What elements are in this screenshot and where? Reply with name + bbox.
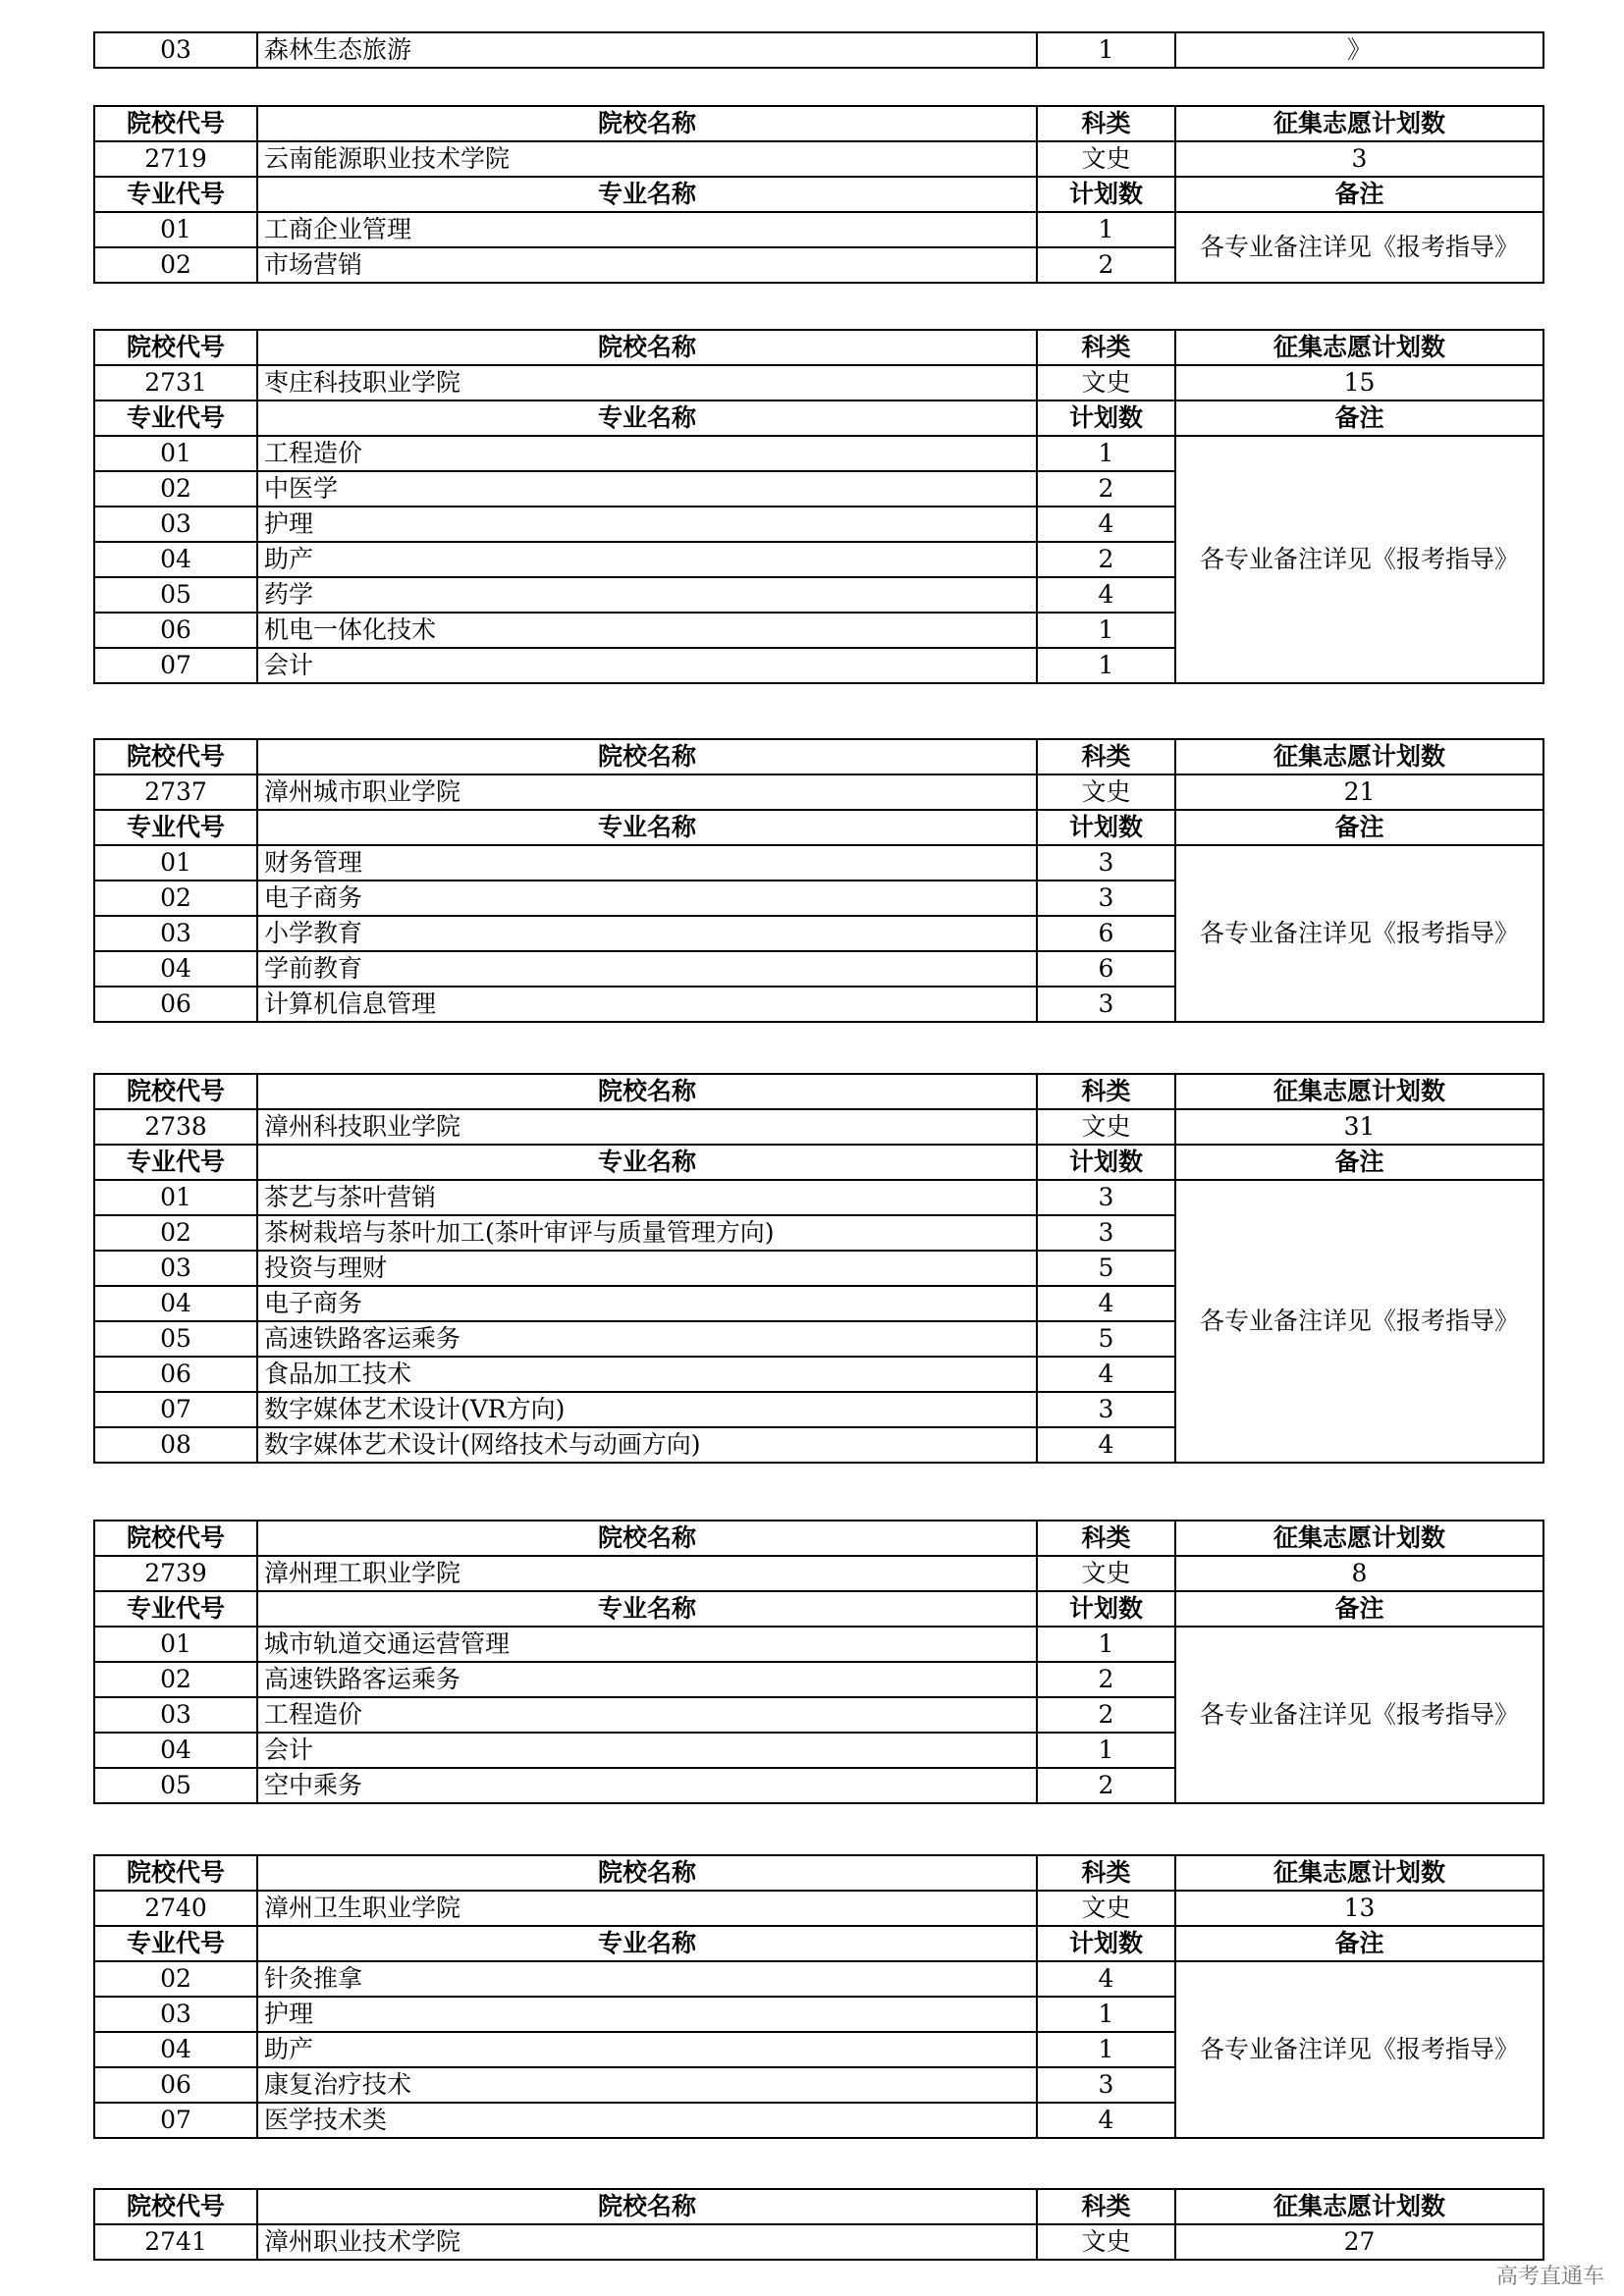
major-plan-count: 2 [1037, 1697, 1175, 1733]
major-plan-count: 1 [1037, 1997, 1175, 2032]
major-row [94, 1627, 1543, 1662]
major-code: 02 [94, 1215, 257, 1251]
major-plan-count: 4 [1037, 577, 1175, 613]
major-plan-count: 2 [1037, 1768, 1175, 1803]
major-name: 茶树栽培与茶叶加工(茶叶审评与质量管理方向) [257, 1215, 1037, 1251]
remark-header: 备注 [1175, 177, 1543, 212]
school-header-row [94, 1855, 1543, 1891]
major-remark: 》 [1175, 32, 1543, 68]
major-code: 03 [94, 916, 257, 951]
major-code: 05 [94, 1321, 257, 1357]
fragment-table [93, 31, 1544, 69]
school-code-header: 院校代号 [94, 1855, 257, 1891]
major-name: 药学 [257, 577, 1037, 613]
major-plan-count: 1 [1037, 613, 1175, 648]
school-code-header: 院校代号 [94, 1074, 257, 1109]
school-name-header: 院校名称 [257, 106, 1037, 141]
major-code-header: 专业代号 [94, 1145, 257, 1180]
school-code-header: 院校代号 [94, 1521, 257, 1556]
major-plan-count: 3 [1037, 845, 1175, 881]
school-plan-total: 3 [1175, 141, 1543, 177]
school-table [93, 738, 1544, 1023]
major-code: 02 [94, 881, 257, 916]
plan-total-header: 征集志愿计划数 [1175, 739, 1543, 774]
major-name: 康复治疗技术 [257, 2067, 1037, 2103]
major-header-row [94, 400, 1543, 436]
major-code: 02 [94, 1961, 257, 1997]
major-plan-count: 2 [1037, 247, 1175, 283]
major-code: 06 [94, 1357, 257, 1392]
major-name: 护理 [257, 1997, 1037, 2032]
major-code: 04 [94, 542, 257, 577]
school-header-row [94, 739, 1543, 774]
major-code: 04 [94, 951, 257, 987]
major-name: 机电一体化技术 [257, 613, 1037, 648]
major-name: 计算机信息管理 [257, 987, 1037, 1022]
major-plan-count: 5 [1037, 1321, 1175, 1357]
major-name: 财务管理 [257, 845, 1037, 881]
school-plan-total: 8 [1175, 1556, 1543, 1591]
category-header: 科类 [1037, 1074, 1175, 1109]
major-code: 01 [94, 1180, 257, 1215]
major-code: 06 [94, 987, 257, 1022]
major-plan-count: 3 [1037, 2067, 1175, 2103]
major-name: 助产 [257, 542, 1037, 577]
major-code: 06 [94, 2067, 257, 2103]
major-plan-count: 1 [1037, 436, 1175, 471]
major-remark: 各专业备注详见《报考指导》 [1175, 212, 1543, 283]
major-name-header: 专业名称 [257, 400, 1037, 436]
major-header-row [94, 1926, 1543, 1961]
major-plan-count: 5 [1037, 1251, 1175, 1286]
school-table [93, 329, 1544, 684]
school-plan-total: 27 [1175, 2224, 1543, 2260]
major-plan-count: 4 [1037, 1961, 1175, 1997]
school-name-header: 院校名称 [257, 739, 1037, 774]
school-name: 漳州理工职业学院 [257, 1556, 1037, 1591]
major-header-row [94, 1591, 1543, 1627]
major-name: 森林生态旅游 [257, 32, 1037, 68]
category-header: 科类 [1037, 739, 1175, 774]
major-plan-count: 3 [1037, 1392, 1175, 1427]
major-remark: 各专业备注详见《报考指导》 [1175, 1961, 1543, 2138]
school-header-row [94, 106, 1543, 141]
plan-total-header: 征集志愿计划数 [1175, 1855, 1543, 1891]
major-name: 小学教育 [257, 916, 1037, 951]
school-header-row [94, 330, 1543, 365]
major-name: 市场营销 [257, 247, 1037, 283]
major-plan-count: 3 [1037, 881, 1175, 916]
major-code: 02 [94, 1662, 257, 1697]
major-name: 会计 [257, 1733, 1037, 1768]
major-name: 空中乘务 [257, 1768, 1037, 1803]
major-name: 助产 [257, 2032, 1037, 2067]
major-code: 04 [94, 1733, 257, 1768]
major-plan-count: 6 [1037, 916, 1175, 951]
major-code: 03 [94, 1997, 257, 2032]
school-name: 枣庄科技职业学院 [257, 365, 1037, 400]
major-row [94, 1961, 1543, 1997]
category-header: 科类 [1037, 1521, 1175, 1556]
major-code: 02 [94, 471, 257, 507]
plan-count-header: 计划数 [1037, 1591, 1175, 1627]
remark-header: 备注 [1175, 810, 1543, 845]
major-code: 06 [94, 613, 257, 648]
major-remark: 各专业备注详见《报考指导》 [1175, 1627, 1543, 1803]
major-name-header: 专业名称 [257, 1145, 1037, 1180]
major-name: 电子商务 [257, 881, 1037, 916]
major-code: 07 [94, 1392, 257, 1427]
major-code: 07 [94, 648, 257, 683]
remark-header: 备注 [1175, 1591, 1543, 1627]
school-plan-total: 13 [1175, 1891, 1543, 1926]
school-code: 2740 [94, 1891, 257, 1926]
school-info-row [94, 1109, 1543, 1145]
major-plan-count: 3 [1037, 987, 1175, 1022]
major-name: 城市轨道交通运营管理 [257, 1627, 1037, 1662]
school-category: 文史 [1037, 774, 1175, 810]
school-header-row [94, 2189, 1543, 2224]
major-row [94, 845, 1543, 881]
school-name-header: 院校名称 [257, 1521, 1037, 1556]
major-plan-count: 1 [1037, 32, 1175, 68]
major-code: 05 [94, 577, 257, 613]
plan-total-header: 征集志愿计划数 [1175, 330, 1543, 365]
major-name: 针灸推拿 [257, 1961, 1037, 1997]
school-code: 2739 [94, 1556, 257, 1591]
plan-count-header: 计划数 [1037, 1145, 1175, 1180]
school-name: 漳州职业技术学院 [257, 2224, 1037, 2260]
major-name: 高速铁路客运乘务 [257, 1321, 1037, 1357]
school-category: 文史 [1037, 365, 1175, 400]
school-category: 文史 [1037, 2224, 1175, 2260]
major-name-header: 专业名称 [257, 1591, 1037, 1627]
school-name-header: 院校名称 [257, 1074, 1037, 1109]
school-plan-total: 31 [1175, 1109, 1543, 1145]
school-code-header: 院校代号 [94, 106, 257, 141]
school-category: 文史 [1037, 1891, 1175, 1926]
major-plan-count: 1 [1037, 2032, 1175, 2067]
school-code-header: 院校代号 [94, 330, 257, 365]
plan-count-header: 计划数 [1037, 177, 1175, 212]
school-plan-total: 15 [1175, 365, 1543, 400]
major-plan-count: 4 [1037, 1357, 1175, 1392]
plan-count-header: 计划数 [1037, 810, 1175, 845]
school-code-header: 院校代号 [94, 2189, 257, 2224]
school-code-header: 院校代号 [94, 739, 257, 774]
school-info-row [94, 1891, 1543, 1926]
major-code-header: 专业代号 [94, 1926, 257, 1961]
major-code: 04 [94, 1286, 257, 1321]
watermark: 高考直通车 [1495, 2265, 1604, 2289]
major-code-header: 专业代号 [94, 1591, 257, 1627]
school-name: 云南能源职业技术学院 [257, 141, 1037, 177]
major-name-header: 专业名称 [257, 177, 1037, 212]
plan-total-header: 征集志愿计划数 [1175, 1074, 1543, 1109]
major-code: 01 [94, 1627, 257, 1662]
school-category: 文史 [1037, 1556, 1175, 1591]
major-code: 03 [94, 1251, 257, 1286]
school-info-row [94, 774, 1543, 810]
remark-header: 备注 [1175, 1926, 1543, 1961]
category-header: 科类 [1037, 330, 1175, 365]
major-plan-count: 1 [1037, 1733, 1175, 1768]
major-code: 03 [94, 1697, 257, 1733]
major-name: 数字媒体艺术设计(网络技术与动画方向) [257, 1427, 1037, 1463]
major-code: 01 [94, 436, 257, 471]
major-code: 01 [94, 212, 257, 247]
major-name: 工程造价 [257, 1697, 1037, 1733]
major-plan-count: 2 [1037, 1662, 1175, 1697]
school-code: 2741 [94, 2224, 257, 2260]
school-name: 漳州科技职业学院 [257, 1109, 1037, 1145]
major-name: 食品加工技术 [257, 1357, 1037, 1392]
category-header: 科类 [1037, 1855, 1175, 1891]
school-table [93, 105, 1544, 284]
school-table [93, 1854, 1544, 2139]
major-plan-count: 4 [1037, 1286, 1175, 1321]
school-name-header: 院校名称 [257, 330, 1037, 365]
major-plan-count: 4 [1037, 2103, 1175, 2138]
major-name: 工程造价 [257, 436, 1037, 471]
major-plan-count: 3 [1037, 1180, 1175, 1215]
school-info-row [94, 141, 1543, 177]
major-plan-count: 2 [1037, 471, 1175, 507]
plan-total-header: 征集志愿计划数 [1175, 1521, 1543, 1556]
major-name: 会计 [257, 648, 1037, 683]
major-code: 03 [94, 32, 257, 68]
major-name: 工商企业管理 [257, 212, 1037, 247]
school-table [93, 2188, 1544, 2261]
school-name: 漳州卫生职业学院 [257, 1891, 1037, 1926]
school-table [93, 1073, 1544, 1464]
major-code: 02 [94, 247, 257, 283]
major-code-header: 专业代号 [94, 177, 257, 212]
major-plan-count: 1 [1037, 1627, 1175, 1662]
major-name: 学前教育 [257, 951, 1037, 987]
school-code: 2731 [94, 365, 257, 400]
major-code-header: 专业代号 [94, 400, 257, 436]
major-code: 03 [94, 507, 257, 542]
school-name-header: 院校名称 [257, 2189, 1037, 2224]
major-name: 中医学 [257, 471, 1037, 507]
school-header-row [94, 1521, 1543, 1556]
major-remark: 各专业备注详见《报考指导》 [1175, 845, 1543, 1022]
major-header-row [94, 177, 1543, 212]
major-plan-count: 4 [1037, 507, 1175, 542]
school-info-row [94, 2224, 1543, 2260]
major-plan-count: 1 [1037, 648, 1175, 683]
major-code: 01 [94, 845, 257, 881]
major-remark: 各专业备注详见《报考指导》 [1175, 436, 1543, 683]
major-name: 投资与理财 [257, 1251, 1037, 1286]
school-plan-total: 21 [1175, 774, 1543, 810]
major-plan-count: 3 [1037, 1215, 1175, 1251]
major-plan-count: 1 [1037, 212, 1175, 247]
major-plan-count: 6 [1037, 951, 1175, 987]
plan-total-header: 征集志愿计划数 [1175, 106, 1543, 141]
major-name: 医学技术类 [257, 2103, 1037, 2138]
category-header: 科类 [1037, 106, 1175, 141]
major-name: 高速铁路客运乘务 [257, 1662, 1037, 1697]
major-row [94, 32, 1543, 68]
school-code: 2719 [94, 141, 257, 177]
plan-total-header: 征集志愿计划数 [1175, 2189, 1543, 2224]
major-row [94, 436, 1543, 471]
major-row [94, 212, 1543, 247]
plan-count-header: 计划数 [1037, 400, 1175, 436]
major-code-header: 专业代号 [94, 810, 257, 845]
school-code: 2737 [94, 774, 257, 810]
major-name: 电子商务 [257, 1286, 1037, 1321]
major-header-row [94, 810, 1543, 845]
school-table [93, 1520, 1544, 1804]
plan-count-header: 计划数 [1037, 1926, 1175, 1961]
remark-header: 备注 [1175, 400, 1543, 436]
major-name-header: 专业名称 [257, 810, 1037, 845]
school-info-row [94, 1556, 1543, 1591]
school-category: 文史 [1037, 1109, 1175, 1145]
category-header: 科类 [1037, 2189, 1175, 2224]
school-info-row [94, 365, 1543, 400]
major-code: 04 [94, 2032, 257, 2067]
major-code: 07 [94, 2103, 257, 2138]
major-plan-count: 2 [1037, 542, 1175, 577]
school-name: 漳州城市职业学院 [257, 774, 1037, 810]
major-code: 08 [94, 1427, 257, 1463]
major-remark: 各专业备注详见《报考指导》 [1175, 1180, 1543, 1463]
remark-header: 备注 [1175, 1145, 1543, 1180]
school-code: 2738 [94, 1109, 257, 1145]
major-row [94, 1180, 1543, 1215]
major-code: 05 [94, 1768, 257, 1803]
major-name: 数字媒体艺术设计(VR方向) [257, 1392, 1037, 1427]
school-name-header: 院校名称 [257, 1855, 1037, 1891]
major-name: 护理 [257, 507, 1037, 542]
major-header-row [94, 1145, 1543, 1180]
major-name: 茶艺与茶叶营销 [257, 1180, 1037, 1215]
major-name-header: 专业名称 [257, 1926, 1037, 1961]
school-header-row [94, 1074, 1543, 1109]
school-category: 文史 [1037, 141, 1175, 177]
major-plan-count: 4 [1037, 1427, 1175, 1463]
